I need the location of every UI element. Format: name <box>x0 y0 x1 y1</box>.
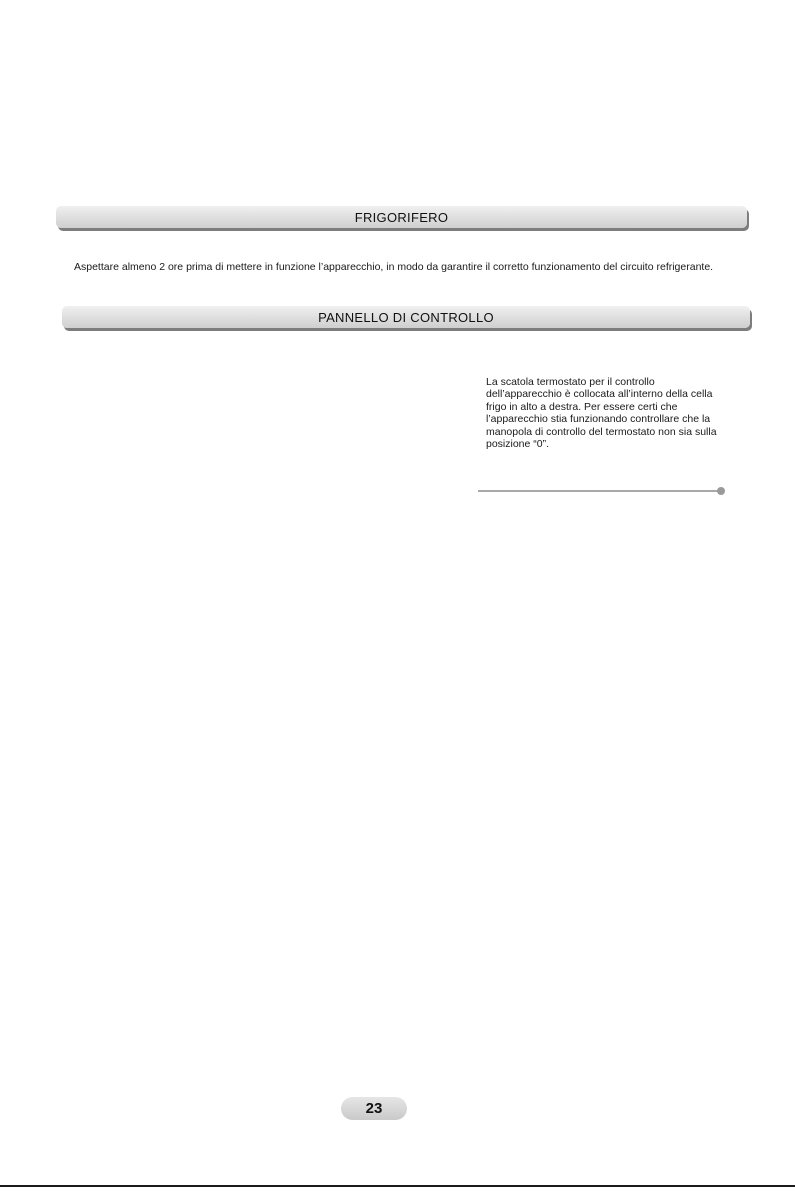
section-title: PANNELLO DI CONTROLLO <box>318 309 494 325</box>
page-bottom-rule <box>0 1185 795 1187</box>
page-number: 23 <box>365 1100 383 1117</box>
note-divider-dot-icon <box>717 487 725 495</box>
note-divider-line <box>478 490 720 492</box>
fridge-intro-text: Aspettare almeno 2 ore prima di mettere in funzione l’apparecchio, in modo da garantire il corretto funzionamento del circuito refrigerante. <box>74 261 714 273</box>
section-header-pannello-di-controllo <box>62 306 750 328</box>
section-title: FRIGORIFERO <box>354 209 449 225</box>
section-header-frigorifero <box>56 206 747 228</box>
thermostat-note: La scatola termostato per il controllo dell’apparecchio è collocata all’interno della cella frigo in alto a destra. Per essere certi che l’apparecchio stia funzionando controllare che la manopola di controllo del termostato non sia sulla posizione “0”. <box>486 376 717 451</box>
page-number-badge <box>341 1097 407 1120</box>
